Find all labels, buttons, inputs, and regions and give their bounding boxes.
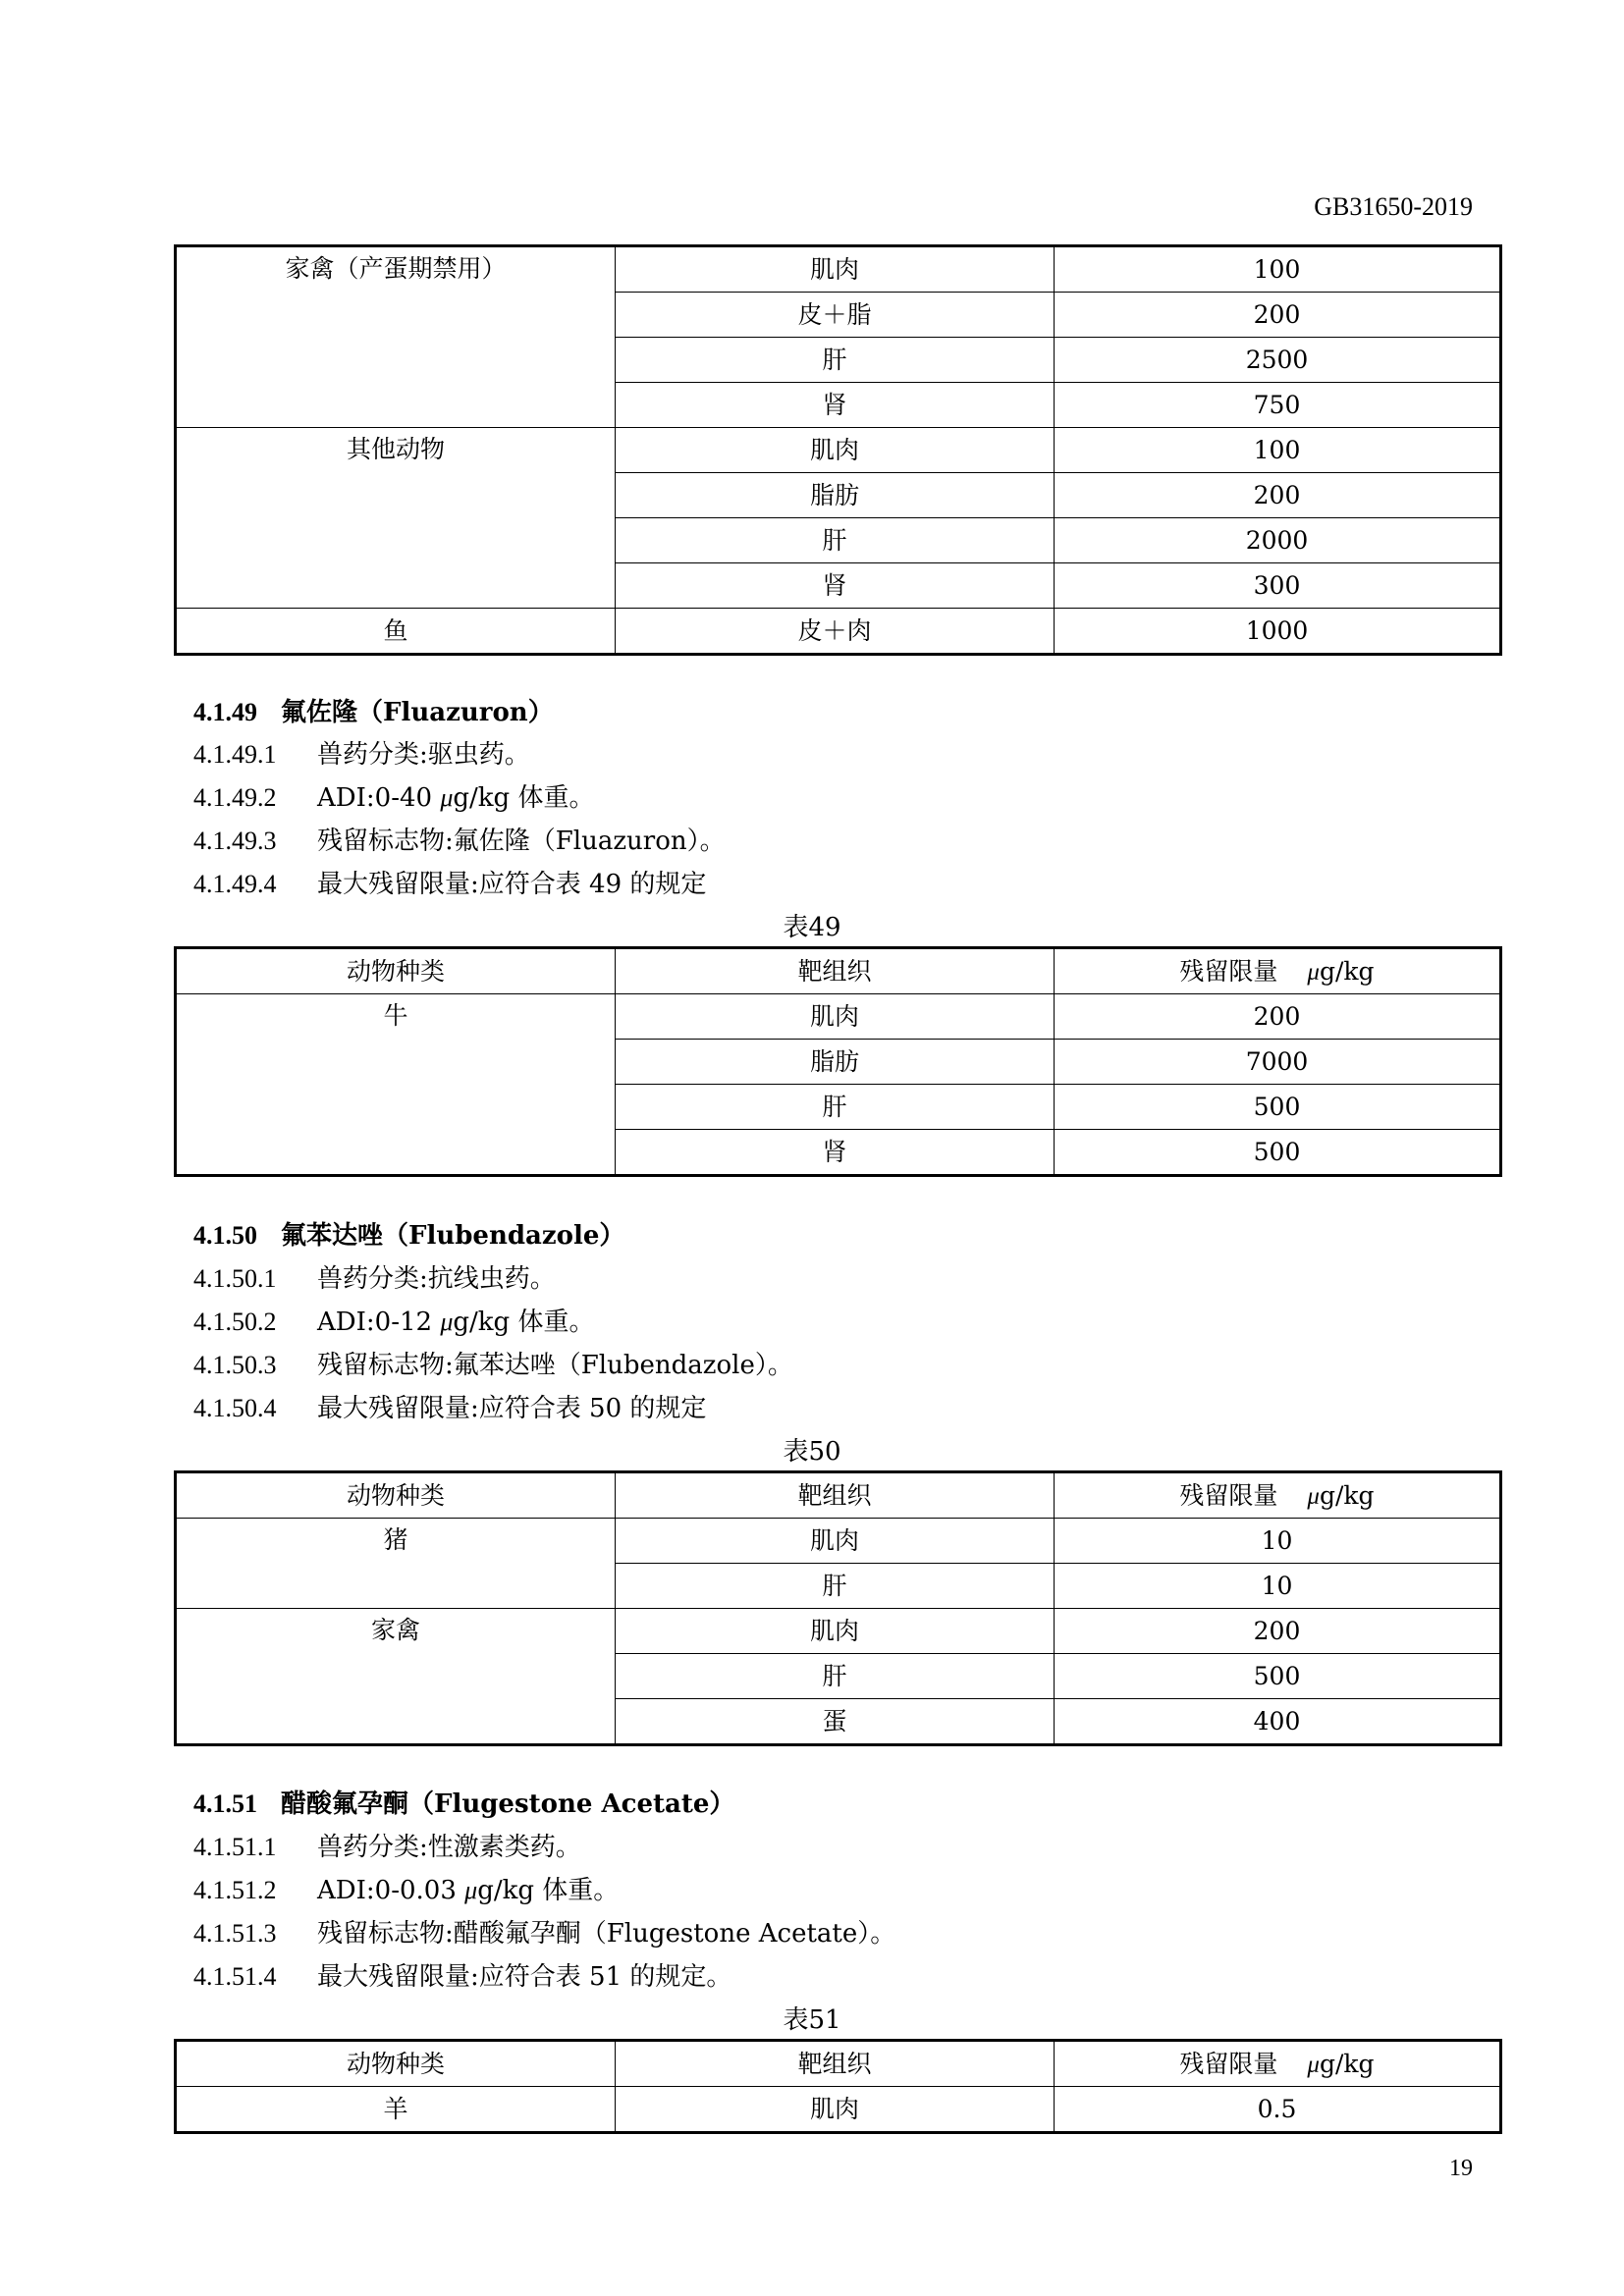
animal-cell: 牛: [176, 994, 616, 1176]
header-tissue: 靶组织: [616, 2041, 1055, 2087]
clause-number: 4.1.51.3: [193, 1919, 277, 1948]
clause-text: 残留标志物:氟苯达唑（Flubendazole）。: [317, 1351, 793, 1380]
clause: [193, 1258, 556, 1295]
clause: [193, 1345, 793, 1381]
clause-number: 4.1.49.3: [193, 827, 277, 855]
section-number: 4.1.51: [193, 1789, 257, 1818]
section-heading: [193, 692, 554, 728]
tissue-cell: 肌肉: [616, 1609, 1055, 1654]
section-heading: [193, 1784, 734, 1820]
section-heading: [193, 1215, 624, 1252]
clause: [193, 734, 530, 771]
mrl-cell: 100: [1055, 428, 1501, 473]
clause: [193, 821, 726, 857]
animal-cell: 家禽（产蛋期禁用）: [176, 246, 616, 428]
header-tissue: 靶组织: [616, 948, 1055, 994]
section-number: 4.1.50: [193, 1221, 257, 1250]
clause: [193, 864, 706, 900]
clause-text: 兽药分类:抗线虫药。: [317, 1264, 556, 1294]
clause: [193, 1913, 895, 1949]
clause-number: 4.1.49.1: [193, 740, 277, 769]
clause: [193, 1956, 731, 1993]
clause-number: 4.1.49.4: [193, 870, 277, 898]
clause-number: 4.1.51.4: [193, 1962, 277, 1991]
mrl-cell: 200: [1055, 994, 1501, 1040]
continued-mrl-table: [174, 244, 1502, 656]
clause-text: 残留标志物:醋酸氟孕酮（Flugestone Acetate）。: [317, 1919, 896, 1949]
clause-text: g/kg 体重。: [477, 1876, 620, 1905]
table-row: [176, 2087, 1501, 2133]
mrl-cell: 1000: [1055, 609, 1501, 655]
header-animal: 动物种类: [176, 1472, 616, 1519]
table-row: [176, 609, 1501, 655]
table-51: [174, 2039, 1502, 2134]
mrl-cell: 2000: [1055, 518, 1501, 563]
clause-number: 4.1.50.3: [193, 1351, 277, 1379]
clause-number: 4.1.51.1: [193, 1833, 277, 1861]
section-title: 氟苯达唑（Flubendazole）: [281, 1221, 625, 1251]
table-row: [176, 1609, 1501, 1654]
tissue-cell: 肌肉: [616, 428, 1055, 473]
tissue-cell: 皮＋肉: [616, 609, 1055, 655]
section-title: 氟佐隆（Fluazuron）: [281, 698, 554, 727]
clause: [193, 777, 594, 814]
mu-symbol: μ: [464, 1876, 478, 1904]
mrl-cell: 200: [1055, 293, 1501, 338]
tissue-cell: 肝: [616, 1085, 1055, 1130]
tissue-cell: 肾: [616, 1130, 1055, 1176]
page-number: 19: [1449, 2156, 1473, 2181]
tissue-cell: 脂肪: [616, 473, 1055, 518]
tissue-cell: 肝: [616, 338, 1055, 383]
mrl-cell: 300: [1055, 563, 1501, 609]
table-row: [176, 246, 1501, 293]
mrl-cell: 500: [1055, 1654, 1501, 1699]
tissue-cell: 肝: [616, 1564, 1055, 1609]
header-animal: 动物种类: [176, 2041, 616, 2087]
clause-text: ADI:0-40: [317, 783, 441, 813]
tissue-cell: 肌肉: [616, 246, 1055, 293]
mu-symbol: μ: [440, 1308, 454, 1336]
clause: [193, 1870, 619, 1906]
clause-text: g/kg 体重。: [453, 1308, 595, 1337]
mrl-cell: 500: [1055, 1085, 1501, 1130]
section-title: 醋酸氟孕酮（Flugestone Acetate）: [281, 1789, 735, 1819]
mrl-cell: 400: [1055, 1699, 1501, 1745]
animal-cell: 鱼: [176, 609, 616, 655]
tissue-cell: 肝: [616, 1654, 1055, 1699]
mrl-cell: 500: [1055, 1130, 1501, 1176]
animal-cell: 猪: [176, 1519, 616, 1609]
tissue-cell: 肌肉: [616, 994, 1055, 1040]
standard-code: GB31650-2019: [1314, 192, 1473, 221]
mrl-cell: 200: [1055, 473, 1501, 518]
mu-symbol: μ: [440, 783, 454, 812]
clause-number: 4.1.51.2: [193, 1876, 277, 1904]
tissue-cell: 肌肉: [616, 2087, 1055, 2133]
table-row: [176, 1519, 1501, 1564]
animal-cell: 家禽: [176, 1609, 616, 1745]
table-caption: 表49: [783, 913, 841, 942]
table-49: [174, 946, 1502, 1177]
clause-text: 最大残留限量:应符合表 49 的规定: [317, 870, 707, 899]
tissue-cell: 肌肉: [616, 1519, 1055, 1564]
clause: [193, 1827, 581, 1863]
clause-text: 最大残留限量:应符合表 51 的规定。: [317, 1962, 732, 1992]
table-header-row: [176, 948, 1501, 994]
header-mrl: 残留限量 μg/kg: [1055, 948, 1501, 994]
table-50: [174, 1470, 1502, 1746]
header-animal: 动物种类: [176, 948, 616, 994]
mrl-cell: 7000: [1055, 1040, 1501, 1085]
mrl-cell: 10: [1055, 1564, 1501, 1609]
tissue-cell: 蛋: [616, 1699, 1055, 1745]
tissue-cell: 肾: [616, 383, 1055, 428]
clause-text: 兽药分类:驱虫药。: [317, 740, 530, 770]
section-number: 4.1.49: [193, 698, 257, 726]
table-row: [176, 994, 1501, 1040]
mrl-cell: 750: [1055, 383, 1501, 428]
clause-number: 4.1.50.2: [193, 1308, 277, 1336]
clause-number: 4.1.50.1: [193, 1264, 277, 1293]
mrl-cell: 200: [1055, 1609, 1501, 1654]
animal-cell: 羊: [176, 2087, 616, 2133]
tissue-cell: 肾: [616, 563, 1055, 609]
clause-text: ADI:0-12: [317, 1308, 441, 1337]
header-mrl: 残留限量 μg/kg: [1055, 2041, 1501, 2087]
clause-number: 4.1.49.2: [193, 783, 277, 812]
clause-text: 最大残留限量:应符合表 50 的规定: [317, 1394, 707, 1423]
clause: [193, 1302, 594, 1338]
clause-number: 4.1.50.4: [193, 1394, 277, 1422]
header-mrl: 残留限量 μg/kg: [1055, 1472, 1501, 1519]
table-header-row: [176, 2041, 1501, 2087]
animal-cell: 其他动物: [176, 428, 616, 609]
table-caption: 表50: [783, 1437, 841, 1467]
clause-text: ADI:0-0.03: [317, 1876, 465, 1905]
tissue-cell: 皮＋脂: [616, 293, 1055, 338]
mrl-cell: 0.5: [1055, 2087, 1501, 2133]
table-caption: 表51: [783, 2005, 841, 2035]
tissue-cell: 脂肪: [616, 1040, 1055, 1085]
clause-text: 兽药分类:性激素类药。: [317, 1833, 581, 1862]
clause-text: 残留标志物:氟佐隆（Fluazuron）。: [317, 827, 726, 856]
mrl-cell: 2500: [1055, 338, 1501, 383]
tissue-cell: 肝: [616, 518, 1055, 563]
clause: [193, 1388, 706, 1424]
table-row: [176, 428, 1501, 473]
header-tissue: 靶组织: [616, 1472, 1055, 1519]
mrl-cell: 10: [1055, 1519, 1501, 1564]
mrl-cell: 100: [1055, 246, 1501, 293]
clause-text: g/kg 体重。: [453, 783, 595, 813]
table-header-row: [176, 1472, 1501, 1519]
